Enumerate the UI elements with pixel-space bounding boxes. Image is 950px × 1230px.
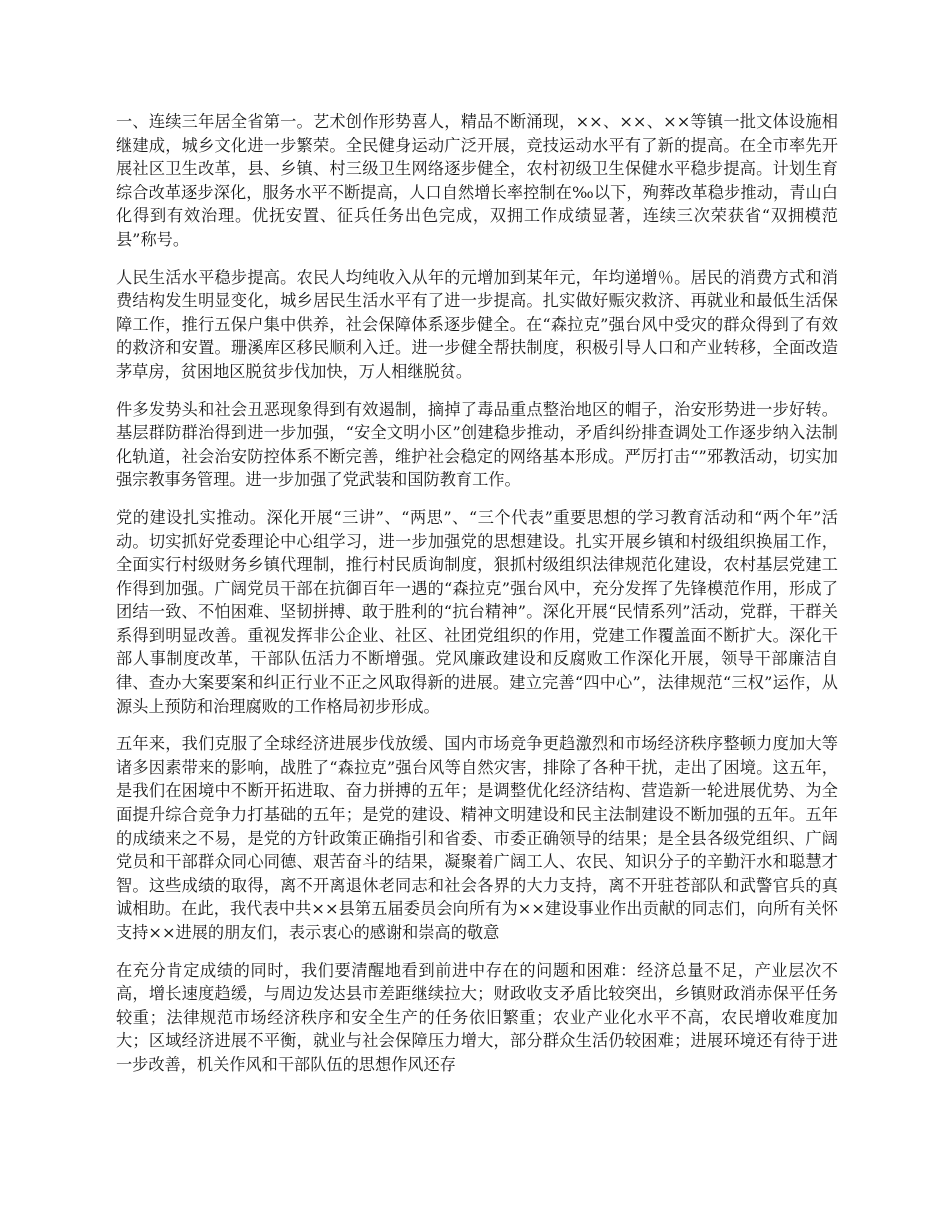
- paragraph-living-standards: 人民生活水平稳步提高。农民人均纯收入从年的元增加到某年元，年均递增％。居民的消费方式和消费结构发生明显变化，城乡居民生活水平有了进一步提高。扎实做好赈灾救济、再就业和最低生活保障工作，推行五保户集中供养，社会保障体系逐步健全。在“森拉克”强台风中受灾的群众得到了有效的救济和安置。珊溪库区移民顺利入迁。进一步健全帮扶制度，积极引导人口和产业转移，全面改造茅草房，贫困地区脱贫步伐加快，万人相继脱贫。: [116, 267, 838, 381]
- document-body: [116, 110, 838, 1091]
- paragraph-five-year-review: 五年来，我们克服了全球经济进展步伐放缓、国内市场竞争更趋激烈和市场经济秩序整顿力度加大等诸多因素带来的影响，战胜了“森拉克”强台风等自然灾害，排除了各种干扰，走出了困境。这五年，是我们在困境中不断开拓进取、奋力拼搏的五年；是调整优化经济结构、营造新一轮进展优势、为全面提升综合竞争力打基础的五年；是党的建设、精神文明建设和民主法制建设不断加强的五年。五年的成绩来之不易，是党的方针政策正确指引和省委、市委正确领导的结果；是全县各级党组织、广阔党员和干部群众同心同德、艰苦奋斗的结果，凝聚着广阔工人、农民、知识分子的辛勤汗水和聪慧才智。这些成绩的取得，离不开离退休老同志和社会各界的大力支持，离不开驻苍部队和武警官兵的真诚相助。在此，我代表中共××县第五届委员会向所有为××建设事业作出贡献的同志们，向所有关怀支持××进展的朋友们，表示衷心的感谢和崇高的敬意: [116, 734, 838, 942]
- paragraph-problems: 在充分肯定成绩的同时，我们要清醒地看到前进中存在的问题和困难：经济总量不足，产业层次不高，增长速度趋缓，与周边发达县市差距继续拉大；财政收支矛盾比较突出，乡镇财政消赤保平任务较重；法律规范市场经济秩序和安全生产的任务依旧繁重；农业产业化水平不高，农民增收难度加大；区域经济进展不平衡，就业与社会保障压力增大，部分群众生活仍较困难；进展环境还有待于进一步改善，机关作风和干部队伍的思想作风还存: [116, 960, 838, 1074]
- paragraph-party-building: 党的建设扎实推动。深化开展“三讲”、“两思”、“三个代表”重要思想的学习教育活动和“两个年”活动。切实抓好党委理论中心组学习，进一步加强党的思想建设。扎实开展乡镇和村级组织换届工作，全面实行村级财务乡镇代理制，推行村民质询制度，狠抓村级组织法律规范化建设，农村基层党建工作得到加强。广阔党员干部在抗御百年一遇的“森拉克”强台风中，充分发挥了先锋模范作用，形成了团结一致、不怕困难、坚韧拼搏、敢于胜利的“抗台精神”。深化开展“民情系列”活动，党群，干群关系得到明显改善。重视发挥非公企业、社区、社团党组织的作用，党建工作覆盖面不断扩大。深化干部人事制度改革，干部队伍活力不断增强。党风廉政建设和反腐败工作深化开展，领导干部廉洁自律、查办大案要案和纠正行业不正之风取得新的进展。建立完善“四中心”，法律规范“三权”运作，从源头上预防和治理腐败的工作格局初步形成。: [116, 507, 838, 716]
- paragraph-public-security: 件多发势头和社会丑恶现象得到有效遏制，摘掉了毒品重点整治地区的帽子，治安形势进一步好转。基层群防群治得到进一步加强，“安全文明小区”创建稳步推动，矛盾纠纷排查调处工作逐步纳入法制化轨道，社会治安防控体系不断完善，维护社会稳定的网络基本形成。严厉打击“”邪教活动，切实加强宗教事务管理。进一步加强了党武装和国防教育工作。: [116, 399, 838, 490]
- paragraph-culture-health: 一、连续三年居全省第一。艺术创作形势喜人，精品不断涌现，××、××、××等镇一批文体设施相继建成，城乡文化进一步繁荣。全民健身运动广泛开展，竞技运动水平有了新的提高。在全市率先开展社区卫生改革，县、乡镇、村三级卫生网络逐步健全，农村初级卫生保健水平稳步提高。计划生育综合改革逐步深化，服务水平不断提高，人口自然增长率控制在‰以下，殉葬改革稳步推动，青山白化得到有效治理。优抚安置、征兵任务出色完成，双拥工作成绩显著，连续三次荣获省“双拥模范县”称号。: [116, 112, 838, 249]
